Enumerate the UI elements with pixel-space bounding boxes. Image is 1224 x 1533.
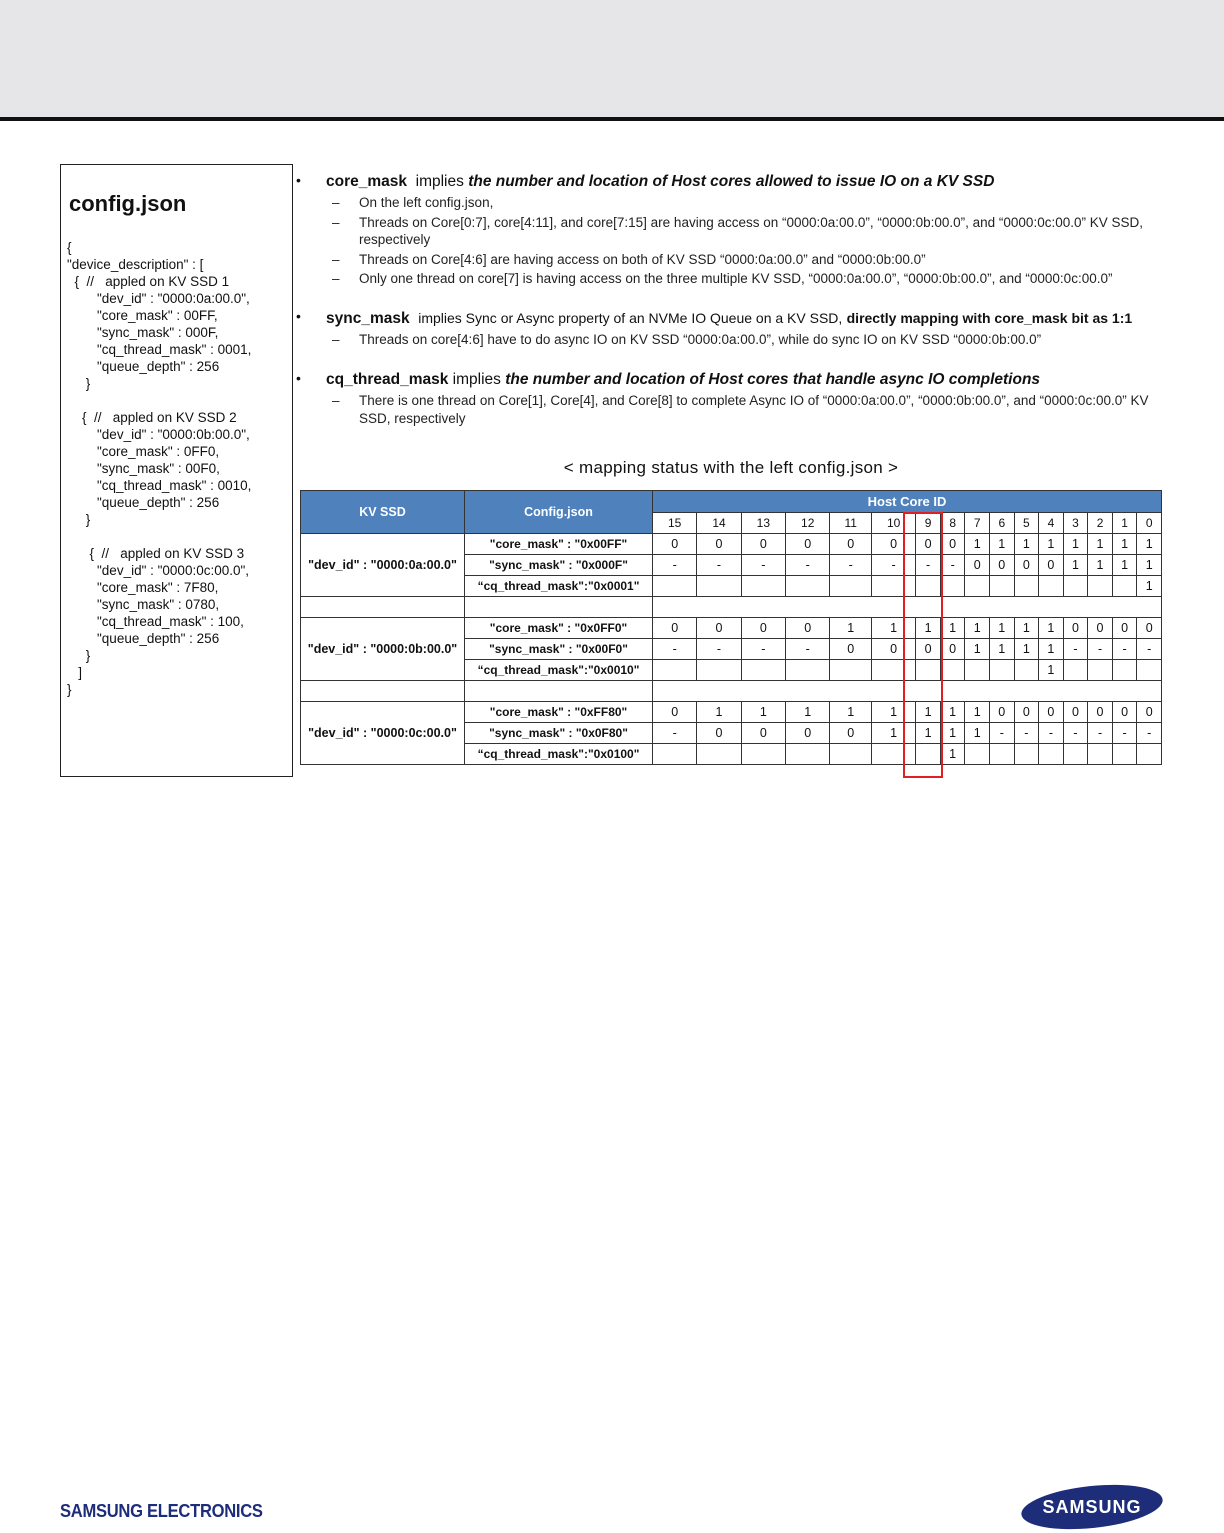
sub-point [332, 251, 1176, 269]
strong-text: directly mapping with core_mask bit as 1:1 [846, 309, 1133, 326]
table-row [301, 702, 1162, 723]
config-line: "dev_id" : "0000:0a:00.0", [67, 291, 250, 306]
bit-cell: 0 [697, 534, 741, 555]
host-core-id-header: Host Core ID [653, 491, 1162, 513]
bit-cell: 1 [916, 702, 941, 723]
bit-cell [1112, 660, 1137, 681]
config-line: "sync_mask" : 0780, [67, 597, 220, 612]
config-line [67, 528, 251, 545]
bit-cell: 1 [741, 702, 785, 723]
dash-marker: – [332, 271, 340, 286]
bit-cell [697, 744, 741, 765]
sub-point [332, 331, 1176, 349]
core-id-cell: 3 [1063, 513, 1088, 534]
spacer-row [301, 597, 1162, 618]
core-id-cell: 9 [916, 513, 941, 534]
bit-cell [1063, 660, 1088, 681]
bit-cell: - [1112, 639, 1137, 660]
bit-cell: 1 [1014, 639, 1039, 660]
bit-cell [990, 660, 1015, 681]
bit-cell: - [1063, 639, 1088, 660]
dash-marker: – [332, 214, 340, 230]
bit-cell: 1 [965, 618, 990, 639]
bit-cell [697, 576, 741, 597]
bit-cell: - [697, 555, 741, 576]
config-line: "queue_depth" : 256 [67, 631, 220, 646]
bullet-dot: • [296, 307, 301, 324]
dash-marker: – [332, 251, 340, 267]
bit-cell [741, 660, 785, 681]
sub-point-text: Threads on Core[4:6] are having access on both of KV SSD “0000:0a:00.0” and “0000:0b:00.0” [359, 251, 926, 267]
bit-cell [990, 576, 1015, 597]
bit-cell: 0 [1112, 702, 1137, 723]
sub-points [326, 194, 1176, 288]
bit-cell [871, 576, 915, 597]
bit-cell [1112, 576, 1137, 597]
bit-cell: 1 [1112, 534, 1137, 555]
bit-cell: 0 [965, 555, 990, 576]
bit-cell [1088, 660, 1113, 681]
core-id-cell: 1 [1112, 513, 1137, 534]
bit-cell: 1 [1039, 660, 1064, 681]
bit-cell: 0 [1112, 618, 1137, 639]
config-line: "core_mask" : 00FF, [67, 308, 218, 323]
bit-cell [965, 660, 990, 681]
core-id-cell: 2 [1088, 513, 1113, 534]
page-header-band [0, 0, 1224, 118]
bit-cell: 1 [965, 534, 990, 555]
sub-point-text: Threads on core[4:6] have to do async IO on KV SSD “0000:0a:00.0”, while do sync IO on KV SSD “0000:0b:00.0” [359, 331, 1042, 347]
bit-cell: 1 [871, 723, 915, 744]
spacer-cell [465, 597, 653, 618]
core-id-cell: 8 [940, 513, 965, 534]
bit-cell: 1 [990, 618, 1015, 639]
config-label-cell: "sync_mask" : "0x0F80" [465, 723, 653, 744]
bit-cell [741, 744, 785, 765]
config-line: "core_mask" : 7F80, [67, 580, 219, 595]
bit-cell: 1 [830, 702, 872, 723]
bit-cell [871, 660, 915, 681]
bit-cell: 1 [1039, 639, 1064, 660]
bit-cell: 1 [940, 702, 965, 723]
core-id-cell: 13 [741, 513, 785, 534]
core-id-cell: 15 [653, 513, 697, 534]
sub-points [326, 392, 1176, 427]
bit-cell [653, 744, 697, 765]
spacer-row [301, 681, 1162, 702]
bit-cell: 1 [1112, 555, 1137, 576]
bullet-dot: • [296, 370, 301, 386]
bit-cell [786, 576, 830, 597]
bit-cell: 0 [1063, 618, 1088, 639]
bit-cell: 0 [1088, 618, 1113, 639]
bit-cell: 1 [1039, 534, 1064, 555]
bit-cell: 0 [1014, 555, 1039, 576]
mapping-caption: < mapping status with the left config.json > [563, 458, 899, 477]
bit-cell: - [1063, 723, 1088, 744]
bit-cell: 0 [916, 534, 941, 555]
bit-cell [940, 660, 965, 681]
bit-cell [871, 744, 915, 765]
bit-cell: - [990, 723, 1015, 744]
config-label-cell: "sync_mask" : "0x00F0" [465, 639, 653, 660]
bit-cell: 0 [1088, 702, 1113, 723]
bit-cell: 1 [830, 618, 872, 639]
sub-point-text: There is one thread on Core[1], Core[4], and Core[8] to complete Async IO of “0000:0a:00.0”, “0000:0b:00.0”, and “0000:0c:00.0” KV SSD, respectively [359, 393, 1149, 426]
header-row [301, 491, 1162, 513]
keyword: sync_mask [326, 309, 410, 327]
bit-cell [1088, 744, 1113, 765]
bullet-sync-mask [296, 308, 1176, 349]
config-line: "device_description" : [ [67, 257, 204, 272]
config-line: } [67, 376, 91, 391]
bit-cell: 1 [940, 618, 965, 639]
bit-cell: - [1088, 639, 1113, 660]
bit-cell [1137, 744, 1162, 765]
bit-cell: 1 [1088, 534, 1113, 555]
bit-cell: 1 [1137, 534, 1162, 555]
sub-point-text: Threads on Core[0:7], core[4:11], and core[7:15] are having access on “0000:0a:00.0”, “0000:0b:00.0”, and “0000:0c:00.0” KV SSD, respectively [359, 214, 1143, 247]
bit-cell: 0 [697, 723, 741, 744]
bullet-heading [326, 172, 1176, 192]
sub-points [326, 331, 1176, 349]
verb: implies [452, 371, 501, 388]
bit-cell [1137, 660, 1162, 681]
bullet-core-mask [296, 172, 1176, 288]
bit-cell: 1 [965, 702, 990, 723]
core-id-cell: 7 [965, 513, 990, 534]
bit-cell [1039, 744, 1064, 765]
config-line: "dev_id" : "0000:0b:00.0", [67, 427, 250, 442]
bit-cell: 0 [990, 702, 1015, 723]
bit-cell: - [1014, 723, 1039, 744]
bit-cell: 1 [1014, 534, 1039, 555]
core-id-cell: 5 [1014, 513, 1039, 534]
config-line: } [67, 648, 91, 663]
kv-ssd-header: KV SSD [301, 491, 465, 534]
dev-id-cell: "dev_id" : "0000:0a:00.0" [301, 534, 465, 597]
bit-cell: 0 [1014, 702, 1039, 723]
bit-cell: 1 [990, 534, 1015, 555]
bit-cell: 0 [916, 639, 941, 660]
config-label-cell: "sync_mask" : "0x000F" [465, 555, 653, 576]
core-id-cell: 12 [786, 513, 830, 534]
core-id-cell: 0 [1137, 513, 1162, 534]
bit-cell: 1 [786, 702, 830, 723]
bit-cell [916, 660, 941, 681]
bit-cell: 1 [871, 618, 915, 639]
bit-cell: 1 [916, 723, 941, 744]
bit-cell: 1 [940, 744, 965, 765]
bit-cell: 0 [741, 534, 785, 555]
bit-cell: - [697, 639, 741, 660]
bit-cell: 0 [1063, 702, 1088, 723]
core-id-cell: 6 [990, 513, 1015, 534]
bit-cell: - [653, 639, 697, 660]
sub-point [332, 194, 1176, 212]
config-label-cell: "core_mask" : "0x00FF" [465, 534, 653, 555]
config-label-cell: “cq_thread_mask":"0x0100" [465, 744, 653, 765]
table-row [301, 618, 1162, 639]
config-line: "cq_thread_mask" : 0001, [67, 342, 252, 357]
bit-cell: 0 [653, 618, 697, 639]
bit-cell [940, 576, 965, 597]
samsung-logo [1020, 1483, 1164, 1531]
bit-cell: 1 [965, 723, 990, 744]
bit-cell: 0 [1039, 702, 1064, 723]
config-line: "queue_depth" : 256 [67, 495, 220, 510]
bit-cell: - [741, 639, 785, 660]
bit-cell: - [940, 555, 965, 576]
dev-id-cell: "dev_id" : "0000:0b:00.0" [301, 618, 465, 681]
bit-cell [1063, 744, 1088, 765]
bit-cell [1088, 576, 1113, 597]
core-id-cell: 4 [1039, 513, 1064, 534]
bit-cell: 1 [1063, 555, 1088, 576]
bit-cell: 0 [786, 534, 830, 555]
bit-cell: - [786, 639, 830, 660]
bit-cell [830, 576, 872, 597]
bit-cell: 0 [653, 534, 697, 555]
bit-cell: 0 [741, 723, 785, 744]
bullet-dot: • [296, 172, 301, 188]
dash-marker: – [332, 331, 340, 347]
spacer-cell [465, 681, 653, 702]
bit-cell [697, 660, 741, 681]
mapping-status-table [300, 490, 1162, 765]
spacer-cell [653, 597, 1162, 618]
config-line: "dev_id" : "0000:0c:00.0", [67, 563, 250, 578]
core-id-cell: 11 [830, 513, 872, 534]
bit-cell: 0 [871, 534, 915, 555]
keyword: core_mask [326, 173, 408, 190]
bullet-heading [326, 308, 1176, 329]
verb: implies Sync or Async property of an NVMe IO Queue on a KV SSD, [418, 309, 843, 326]
bit-cell: - [1039, 723, 1064, 744]
bit-cell: - [1088, 723, 1113, 744]
bit-cell: 0 [940, 534, 965, 555]
bit-cell [786, 660, 830, 681]
sub-point [332, 270, 1176, 288]
bit-cell: 1 [965, 639, 990, 660]
bit-cell [1112, 744, 1137, 765]
bit-cell: 0 [871, 639, 915, 660]
bit-cell [1014, 744, 1039, 765]
sub-point [332, 392, 1176, 427]
bit-cell: 0 [940, 639, 965, 660]
bit-cell [1063, 576, 1088, 597]
footer-company-name: SAMSUNG ELECTRONICS [60, 1501, 263, 1521]
bit-cell: 0 [741, 618, 785, 639]
bullet-heading [326, 370, 1176, 390]
dash-marker: – [332, 195, 340, 210]
header-divider [0, 117, 1224, 121]
bit-cell: - [830, 555, 872, 576]
spacer-cell [653, 681, 1162, 702]
bit-cell: - [916, 555, 941, 576]
config-code-block [67, 239, 251, 698]
bit-cell: 0 [786, 723, 830, 744]
dev-id-cell: "dev_id" : "0000:0c:00.0" [301, 702, 465, 765]
config-line: { // appled on KV SSD 1 [67, 274, 230, 289]
bit-cell: 1 [1137, 555, 1162, 576]
bit-cell: - [653, 723, 697, 744]
spacer-cell [301, 597, 465, 618]
bit-cell [830, 660, 872, 681]
bit-cell: 1 [871, 702, 915, 723]
dash-marker: – [332, 393, 340, 408]
bit-cell: 1 [1088, 555, 1113, 576]
bit-cell: 1 [916, 618, 941, 639]
bit-cell: 0 [1039, 555, 1064, 576]
bit-cell: 1 [1137, 576, 1162, 597]
config-line: } [67, 512, 91, 527]
sub-point-text: Only one thread on core[7] is having access on the three multiple KV SSD, “0000:0a:00.0”, “0000:0b:00.0”, and “0000:0c:00.0” [359, 271, 1113, 286]
bit-cell: 0 [990, 555, 1015, 576]
bit-cell: - [1137, 723, 1162, 744]
table-row [301, 534, 1162, 555]
spacer-cell [301, 681, 465, 702]
bit-cell: 0 [1137, 618, 1162, 639]
config-line: "queue_depth" : 256 [67, 359, 220, 374]
bit-cell: 0 [697, 618, 741, 639]
bit-cell [990, 744, 1015, 765]
bit-cell [653, 660, 697, 681]
bit-cell [916, 576, 941, 597]
config-line: { // appled on KV SSD 2 [67, 410, 237, 425]
config-title: config.json [69, 191, 187, 216]
config-header: Config.json [465, 491, 653, 534]
bit-cell: 1 [990, 639, 1015, 660]
config-label-cell: “cq_thread_mask":"0x0010" [465, 660, 653, 681]
logo-text: SAMSUNG [1042, 1497, 1142, 1517]
config-line: "sync_mask" : 00F0, [67, 461, 220, 476]
sub-point-text: On the left config.json, [359, 195, 494, 210]
keyword: cq_thread_mask [326, 371, 449, 388]
config-line: ] [67, 665, 83, 680]
bit-cell [1039, 576, 1064, 597]
bit-cell: 0 [653, 702, 697, 723]
bit-cell: 0 [830, 639, 872, 660]
bit-cell [965, 576, 990, 597]
bit-cell: 1 [1039, 618, 1064, 639]
config-label-cell: “cq_thread_mask":"0x0001" [465, 576, 653, 597]
bit-cell [653, 576, 697, 597]
emphasis: the number and location of Host cores that handle async IO completions [505, 371, 1041, 388]
bullet-cq-thread-mask [296, 370, 1176, 427]
bit-cell: - [786, 555, 830, 576]
bit-cell: - [741, 555, 785, 576]
bit-cell: 0 [830, 534, 872, 555]
config-line: { // appled on KV SSD 3 [67, 546, 245, 561]
config-line: } [67, 682, 72, 697]
config-line: "cq_thread_mask" : 100, [67, 614, 244, 629]
config-label-cell: "core_mask" : "0x0FF0" [465, 618, 653, 639]
bit-cell: 1 [1014, 618, 1039, 639]
bit-cell: 1 [1063, 534, 1088, 555]
config-line: "cq_thread_mask" : 0010, [67, 478, 252, 493]
verb: implies [415, 173, 464, 190]
bit-cell [741, 576, 785, 597]
bit-cell: 0 [786, 618, 830, 639]
bit-cell [830, 744, 872, 765]
bit-cell: 0 [1137, 702, 1162, 723]
bit-cell [916, 744, 941, 765]
config-line [67, 392, 251, 409]
bit-cell: 1 [697, 702, 741, 723]
bit-cell [786, 744, 830, 765]
sub-point [332, 214, 1176, 249]
bit-cell [1014, 660, 1039, 681]
explanation-bullets [296, 172, 1176, 429]
config-line: { [67, 240, 72, 255]
bit-cell: 1 [940, 723, 965, 744]
config-line: "sync_mask" : 000F, [67, 325, 219, 340]
core-id-cell: 14 [697, 513, 741, 534]
emphasis: the number and location of Host cores allowed to issue IO on a KV SSD [468, 173, 995, 190]
bit-cell: - [871, 555, 915, 576]
config-json-panel [60, 164, 293, 777]
bit-cell [965, 744, 990, 765]
core-id-cell: 10 [871, 513, 915, 534]
bit-cell [1014, 576, 1039, 597]
bit-cell: - [1137, 639, 1162, 660]
config-label-cell: "core_mask" : "0xFF80" [465, 702, 653, 723]
config-line: "core_mask" : 0FF0, [67, 444, 220, 459]
bit-cell: - [653, 555, 697, 576]
bit-cell: 0 [830, 723, 872, 744]
bit-cell: - [1112, 723, 1137, 744]
